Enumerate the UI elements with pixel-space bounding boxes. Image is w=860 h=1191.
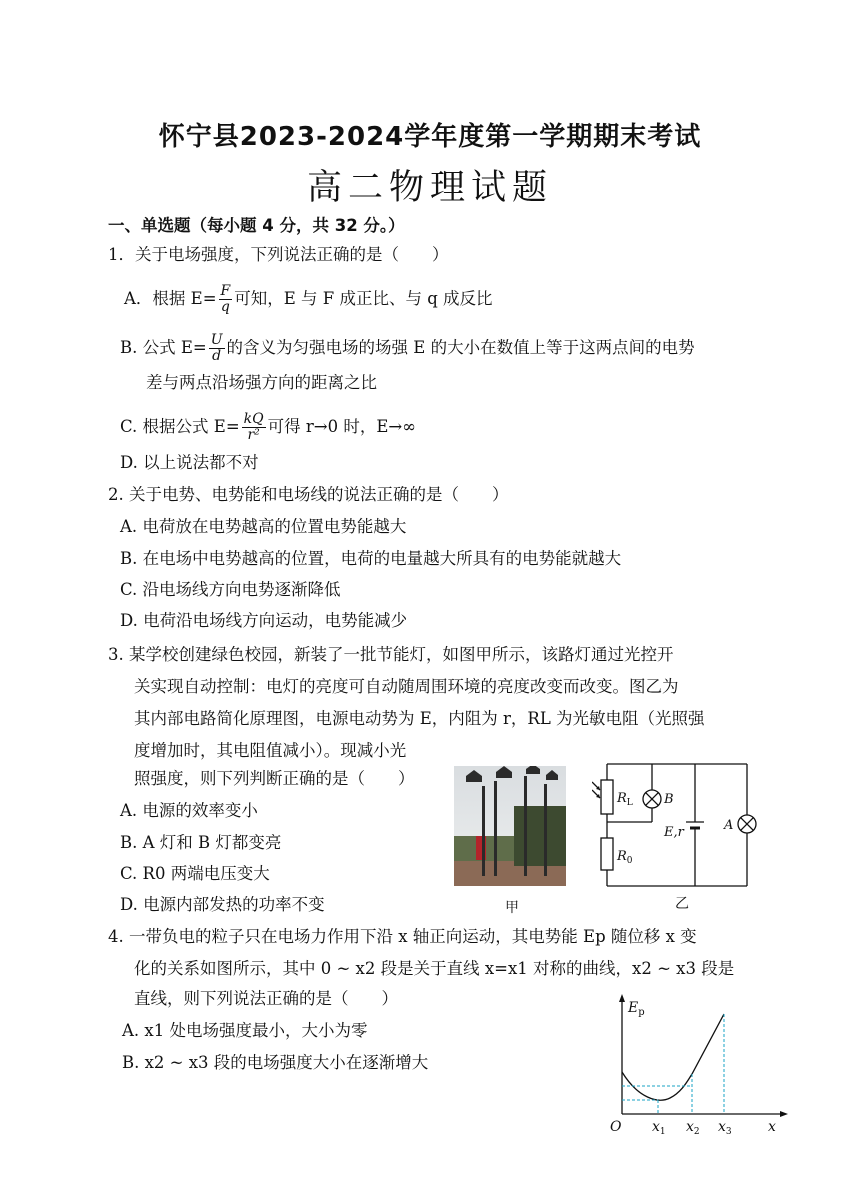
q1-b-frac-num: U bbox=[210, 332, 223, 348]
figure-yi-caption: 乙 bbox=[675, 896, 689, 912]
q1-a-suffix: 可知，E 与 F 成正比、与 q 成反比 bbox=[234, 289, 493, 308]
q3-option-d: D. 电源内部发热的功率不变 bbox=[120, 895, 325, 914]
q1-option-b bbox=[120, 333, 695, 364]
q2-option-b: B. 在电场中电势越高的位置，电荷的电量越大所具有的电势能就越大 bbox=[120, 549, 622, 568]
label-lamp-b: B bbox=[664, 792, 674, 807]
q4-stem-line-3: 直线，则下列说法正确的是（ ） bbox=[134, 989, 398, 1008]
q1-a-frac-num: F bbox=[220, 283, 231, 299]
ep-x-graph bbox=[600, 994, 790, 1134]
q4-stem-line-2: 化的关系如图所示，其中 0 ~ x2 段是关于直线 x=x1 对称的曲线，x2 ~ x3 段是 bbox=[134, 959, 735, 978]
q1-c-frac-num: kQ bbox=[243, 411, 264, 427]
q4-option-a: A. x1 处电场强度最小，大小为零 bbox=[122, 1021, 368, 1040]
q1-a-frac-den: q bbox=[220, 299, 230, 315]
q1-stem: 1．关于电场强度，下列说法正确的是（ ） bbox=[108, 245, 449, 264]
q1-option-c bbox=[120, 412, 416, 443]
q2-option-c: C. 沿电场线方向电势逐渐降低 bbox=[120, 580, 341, 599]
label-r0: $R_0$ bbox=[617, 849, 633, 866]
q3-stem-line-4: 度增加时，其电阻值减小）。现减小光 bbox=[134, 741, 407, 760]
q1-a-fraction bbox=[219, 284, 233, 315]
section-heading: 一、单选题（每小题 4 分，共 32 分。） bbox=[108, 216, 405, 235]
graph-x2-tick: $x_2$ bbox=[686, 1119, 700, 1134]
q1-b-fraction bbox=[209, 333, 225, 364]
q3-option-b: B. A 灯和 B 灯都变亮 bbox=[120, 833, 282, 852]
q4-option-b: B. x2 ~ x3 段的电场强度大小在逐渐增大 bbox=[122, 1053, 429, 1072]
q3-option-c: C. R0 两端电压变大 bbox=[120, 864, 270, 883]
q3-stem-line-2: 关实现自动控制：电灯的亮度可自动随周围环境的亮度改变而改变。图乙为 bbox=[134, 677, 679, 696]
q1-b-frac-den: d bbox=[212, 348, 222, 364]
q3-stem-line-1: 3. 某学校创建绿色校园，新装了一批节能灯，如图甲所示，该路灯通过光控开 bbox=[108, 645, 674, 664]
circuit-diagram bbox=[592, 760, 762, 890]
q1-b-prefix: B. 公式 E= bbox=[120, 338, 207, 357]
q1-c-suffix: 可得 r→0 时，E→∞ bbox=[267, 417, 416, 436]
q1-b-suffix: 的含义为匀强电场的场强 E 的大小在数值上等于这两点间的电势 bbox=[226, 338, 695, 357]
label-er: E,r bbox=[664, 825, 684, 840]
exam-subtitle: 高二物理试题 bbox=[306, 168, 553, 208]
q3-option-a: A. 电源的效率变小 bbox=[120, 801, 258, 820]
q3-stem-line-5: 照强度，则下列判断正确的是（ ） bbox=[134, 769, 415, 788]
q2-stem: 2. 关于电势、电势能和电场线的说法正确的是（ ） bbox=[108, 485, 509, 504]
q1-c-prefix: C. 根据公式 E= bbox=[120, 417, 240, 436]
q3-stem-line-3: 其内部电路简化原理图，电源电动势为 E，内阻为 r，RL 为光敏电阻（光照强 bbox=[134, 709, 705, 728]
figure-jia-caption: 甲 bbox=[505, 900, 519, 916]
q2-option-d: D. 电荷沿电场线方向运动，电势能减少 bbox=[120, 611, 408, 630]
graph-origin: O bbox=[610, 1119, 622, 1134]
q1-a-prefix: A．根据 E= bbox=[124, 289, 217, 308]
graph-x-label: x bbox=[768, 1119, 776, 1134]
q1-option-a bbox=[124, 284, 493, 315]
graph-x3-tick: $x_3$ bbox=[718, 1119, 732, 1134]
q1-c-frac-den: r² bbox=[247, 427, 260, 443]
label-lamp-a: A bbox=[724, 818, 734, 833]
label-rl: $R_L$ bbox=[617, 791, 633, 808]
graph-y-label: $E_p$ bbox=[628, 1000, 645, 1018]
q2-option-a: A. 电荷放在电势越高的位置电势能越大 bbox=[120, 517, 407, 536]
q1-option-b-continued: 差与两点沿场强方向的距离之比 bbox=[146, 373, 377, 392]
street-lamp-photo bbox=[454, 766, 566, 886]
q1-c-fraction bbox=[242, 412, 266, 443]
exam-title: 怀宁县2023-2024学年度第一学期期末考试 bbox=[158, 122, 702, 152]
graph-x1-tick: $x_1$ bbox=[652, 1119, 666, 1134]
q1-option-d: D. 以上说法都不对 bbox=[120, 453, 259, 472]
q4-stem-line-1: 4. 一带负电的粒子只在电场力作用下沿 x 轴正向运动，其电势能 Ep 随位移 x 变 bbox=[108, 927, 697, 946]
